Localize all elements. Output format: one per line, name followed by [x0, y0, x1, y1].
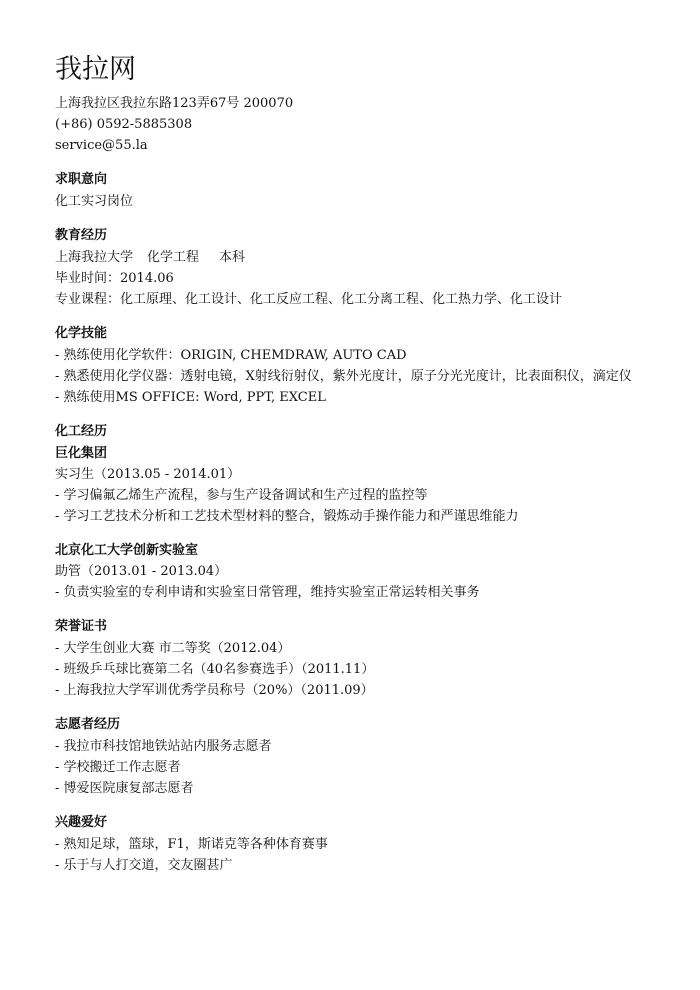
list-item: - 学校搬迁工作志愿者	[55, 760, 181, 775]
section-title-skills: 化学技能	[55, 326, 108, 341]
section-title-objective: 求职意向	[55, 172, 108, 187]
list-item: - 学习工艺技术分析和工艺技术型材料的整合，锻炼动手操作能力和严谨思维能力	[55, 509, 519, 524]
resume-name: 我拉网	[55, 54, 136, 85]
list-item: - 熟知足球，篮球，F1，斯诺克等各种体育赛事	[55, 837, 328, 852]
job-entry	[55, 443, 675, 527]
list-item: - 熟练使用化学软件：ORIGIN, CHEMDRAW, AUTO CAD	[55, 348, 407, 363]
section-title-experience: 化工经历	[55, 424, 108, 439]
job-role: 实习生（2013.05 - 2014.01）	[55, 467, 241, 482]
section-title-volunteer: 志愿者经历	[55, 717, 121, 732]
section-education	[55, 225, 675, 310]
list-item: - 乐于与人打交道，交友圈甚广	[55, 858, 233, 873]
list-item: - 博爱医院康复部志愿者	[55, 781, 194, 796]
list-item: - 班级乒乓球比赛第二名（40名参赛选手）（2011.11）	[55, 662, 375, 677]
job-entry	[55, 540, 675, 603]
education-school: 上海我拉大学	[55, 250, 134, 265]
phone-line: (+86) 0592-5885308	[55, 117, 193, 132]
education-courses: 专业课程：化工原理、化工设计、化工反应工程、化工分离工程、化工热力学、化工设计	[55, 292, 563, 307]
section-experience	[55, 421, 675, 603]
list-item: - 学习偏氟乙烯生产流程，参与生产设备调试和生产过程的监控等	[55, 488, 428, 503]
job-company: 巨化集团	[55, 446, 108, 461]
job-company: 北京化工大学创新实验室	[55, 543, 199, 558]
list-item: - 熟悉使用化学仪器：透射电镜，X射线衍射仪，紫外光度计，原子分光光度计，比表面积仪，滴定仪	[55, 369, 632, 384]
objective-text: 化工实习岗位	[55, 194, 134, 209]
list-item: - 熟练使用MS OFFICE: Word, PPT, EXCEL	[55, 390, 326, 405]
section-hobbies	[55, 812, 675, 876]
list-item: - 我拉市科技馆地铁站站内服务志愿者	[55, 739, 272, 754]
address-line: 上海我拉区我拉东路123弄67号 200070	[55, 96, 294, 111]
resume-page	[55, 48, 675, 876]
email-line: service@55.la	[55, 138, 148, 153]
section-objective	[55, 169, 675, 212]
section-skills	[55, 323, 675, 408]
education-major: 化学工程	[147, 250, 200, 265]
section-honors	[55, 616, 675, 701]
section-volunteer	[55, 714, 675, 799]
resume-header	[55, 48, 675, 156]
education-graduation: 毕业时间：2014.06	[55, 271, 174, 286]
list-item: - 负责实验室的专利申请和实验室日常管理，维持实验室正常运转相关事务	[55, 585, 480, 600]
list-item: - 上海我拉大学军训优秀学员称号（20%）（2011.09）	[55, 683, 374, 698]
education-degree: 本科	[219, 250, 246, 265]
section-title-honors: 荣誉证书	[55, 619, 108, 634]
list-item: - 大学生创业大赛 市二等奖（2012.04）	[55, 641, 291, 656]
section-title-hobbies: 兴趣爱好	[55, 815, 108, 830]
job-role: 助管（2013.01 - 2013.04）	[55, 564, 228, 579]
education-school-row	[55, 247, 675, 268]
section-title-education: 教育经历	[55, 228, 108, 243]
